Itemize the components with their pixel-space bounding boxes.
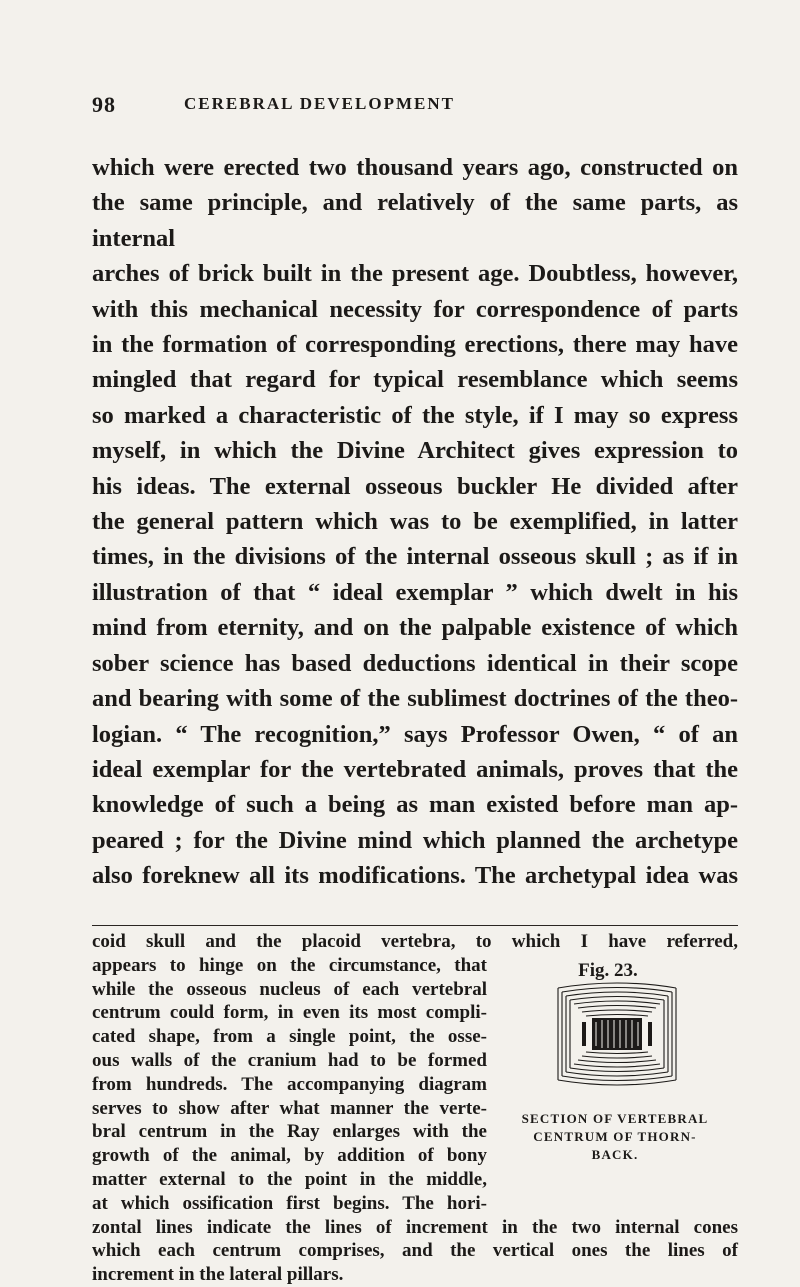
- caption-line: CENTRUM OF THORN-: [533, 1129, 697, 1144]
- footnote-line: bral centrum in the Ray enlarges with the: [92, 1121, 487, 1143]
- footnote-line: from hundreds. The accompanying diagram: [92, 1073, 487, 1095]
- text-line: which were erected two thousand years ago, constructed on: [92, 154, 738, 181]
- footnote-divider: [92, 925, 738, 926]
- footnote-line: coid skull and the placoid vertebra, to which I have referred,: [92, 931, 738, 952]
- page-number: 98: [92, 92, 116, 117]
- figure-label: Fig. 23.: [578, 960, 638, 981]
- running-head: CEREBRAL DEVELOPMENT: [184, 94, 455, 113]
- footnote-line: which each centrum comprises, and the vertical ones the lines of: [92, 1240, 738, 1262]
- page-header: [92, 92, 732, 126]
- footnote-line: ous walls of the cranium had to be formed: [92, 1049, 487, 1071]
- footnote-line: appears to hinge on the circumstance, that: [92, 954, 487, 976]
- footnote-line: while the osseous nucleus of each vertebral: [92, 978, 487, 1000]
- text-line: sober science has based deductions identical in their scope: [92, 649, 738, 677]
- text-line: also foreknew all its modifications. The archetypal idea was: [92, 862, 738, 890]
- footnote-line: at which ossification first begins. The hori-: [92, 1192, 487, 1214]
- text-line: in the formation of corresponding erections, there may have: [92, 331, 738, 359]
- caption-line: BACK.: [591, 1147, 639, 1162]
- text-line: with this mechanical necessity for correspondence of parts: [92, 295, 738, 323]
- text-line: arches of brick built in the present age. Doubtless, however,: [92, 260, 738, 288]
- text-line: mind from eternity, and on the palpable existence of which: [92, 614, 738, 642]
- vertebral-centrum-diagram: [552, 982, 682, 1086]
- text-line: ideal exemplar for the vertebrated animals, proves that the: [92, 755, 738, 783]
- text-line: his ideas. The external osseous buckler He divided after: [92, 472, 738, 500]
- text-line: so marked a characteristic of the style, if I may so express: [92, 401, 738, 429]
- figure: [490, 960, 740, 1160]
- footnote-line: centrum could form, in even its most compli-: [92, 1002, 487, 1024]
- footnote-line: increment in the lateral pillars.: [92, 1264, 344, 1286]
- caption-line: SECTION OF VERTEBRAL: [521, 1111, 709, 1126]
- footnote-line: zontal lines indicate the lines of increment in the two internal cones: [92, 1216, 738, 1238]
- text-line: knowledge of such a being as man existed before man ap-: [92, 791, 738, 819]
- text-line: mingled that regard for typical resemblance which seems: [92, 366, 738, 394]
- text-line: myself, in which the Divine Architect gives expression to: [92, 437, 738, 465]
- text-line: and bearing with some of the sublimest doctrines of the theo-: [92, 685, 738, 713]
- text-line: logian. “ The recognition,” says Professor Owen, “ of an: [92, 720, 738, 748]
- footnote-line: growth of the animal, by addition of bony: [92, 1145, 487, 1167]
- footnote-line: serves to show after what manner the verte-: [92, 1097, 487, 1119]
- text-line: peared ; for the Divine mind which planned the archetype: [92, 826, 738, 854]
- text-line: illustration of that “ ideal exemplar ” which dwelt in his: [92, 578, 738, 606]
- figure-caption: [490, 1110, 740, 1164]
- text-line: times, in the divisions of the internal osseous skull ; as if in: [92, 543, 738, 571]
- main-paragraph: [92, 150, 738, 894]
- text-line: the same principle, and relatively of the same parts, as internal: [92, 189, 738, 252]
- footnote-line: matter external to the point in the middle,: [92, 1168, 487, 1190]
- footnote-line: cated shape, from a single point, the osse-: [92, 1026, 487, 1048]
- text-line: the general pattern which was to be exemplified, in latter: [92, 508, 738, 536]
